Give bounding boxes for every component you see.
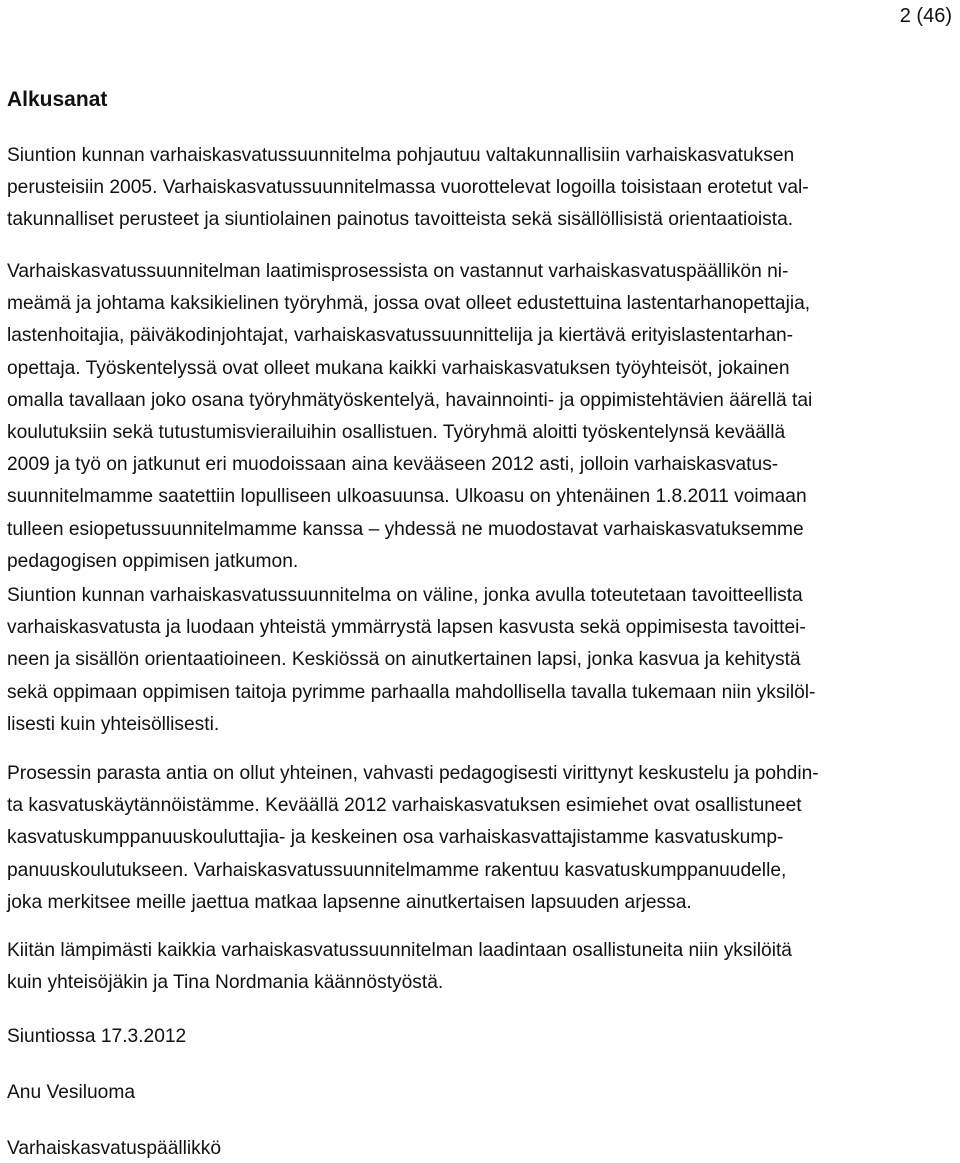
paragraph-line: suunnitelmamme saatettiin lopulliseen ulkoasuunsa. Ulkoasu on yhtenäinen 1.8.2011 voimaan (7, 486, 807, 508)
signature-place-date: Siuntiossa 17.3.2012 (7, 1026, 187, 1047)
paragraph-line: tulleen esiopetussuunnitelmamme kanssa – yhdessä ne muodostavat varhaiskasvatuksemme (7, 518, 804, 540)
paragraph-line: Varhaiskasvatussuunnitelman laatimisprosessista on vastannut varhaiskasvatuspäällikön ni- (7, 261, 789, 282)
paragraph-line: Prosessin parasta antia on ollut yhteinen, vahvasti pedagogisesti virittynyt keskustelu ja pohdin- (7, 763, 819, 784)
paragraph-line: varhaiskasvatusta ja luodaan yhteistä ymmärrystä lapsen kasvusta sekä oppimisesta tavoittei- (7, 617, 806, 639)
paragraph-line: takunnalliset perusteet ja siuntiolainen painotus tavoitteista sekä sisällöllisistä orientaatioista. (7, 209, 794, 231)
paragraph-outcome (7, 758, 959, 919)
paragraph-line: neen ja sisällön orientaatioineen. Keskiössä on ainutkertainen lapsi, jonka kasvua ja kehitystä (7, 649, 801, 671)
paragraph-line: Siuntion kunnan varhaiskasvatussuunnitelma on väline, jonka avulla toteutetaan tavoitteellista (7, 585, 803, 606)
paragraph-line: omalla tavallaan joko osana työryhmätyöskentelyä, havainnointi- ja oppimistehtävien äärellä tai (7, 389, 813, 411)
paragraph-line: 2009 ja työ on jatkunut eri muodoissaan aina kevääseen 2012 asti, jolloin varhaiskasvatus- (7, 454, 779, 476)
paragraph-line: koulutuksiin sekä tutustumisvierailuihin osallistuen. Työryhmä aloitti työskentelynsä keväällä (7, 422, 786, 444)
paragraph-tool (7, 580, 959, 741)
paragraph-line: ta kasvatuskäytännöistämme. Keväällä 2012 varhaiskasvatuksen esimiehet ovat osallistuneet (7, 795, 802, 817)
paragraph-line: kuin yhteisöjäkin ja Tina Nordmania käännöstyöstä. (7, 972, 444, 994)
paragraph-line: Siuntion kunnan varhaiskasvatussuunnitelma pohjautuu valtakunnallisiin varhaiskasvatuksen (7, 145, 795, 166)
paragraph-line: joka merkitsee meille jaettua matkaa lapsenne ainutkertaisen lapsuuden arjessa. (7, 891, 692, 913)
page-number: 2 (46) (899, 5, 952, 27)
paragraph-line: sekä oppimaan oppimisen taitoja pyrimme parhaalla mahdollisella tavalla tukemaan niin yksilöl- (7, 681, 816, 703)
paragraph-line: panuuskoulutukseen. Varhaiskasvatussuunnitelmamme rakentuu kasvatuskumppanuudelle, (7, 859, 787, 881)
section-heading: Alkusanat (7, 88, 108, 111)
paragraph-thanks (7, 935, 959, 999)
paragraph-line: lisesti kuin yhteisöllisesti. (7, 713, 220, 735)
paragraph-line: pedagogisen oppimisen jatkumon. (7, 550, 299, 572)
paragraph-line: meämä ja johtama kaksikielinen työryhmä, jossa ovat olleet edustettuina lastentarhanopettajia, (7, 293, 811, 315)
paragraph-process (7, 256, 959, 578)
paragraph-line: Kiitän lämpimästi kaikkia varhaiskasvatussuunnitelman laadintaan osallistuneita niin yksilöitä (7, 940, 792, 961)
paragraph-line: perusteisiin 2005. Varhaiskasvatussuunnitelmassa vuorottelevat logoilla toisistaan erotetut val- (7, 177, 809, 199)
paragraph-line: lastenhoitajia, päiväkodinjohtajat, varhaiskasvatussuunnittelija ja kiertävä erityislastentarhan- (7, 325, 794, 347)
paragraph-intro (7, 140, 959, 237)
paragraph-line: kasvatuskumppanuuskouluttajia- ja keskeinen osa varhaiskasvattajistamme kasvatuskump- (7, 827, 784, 849)
signature-name: Anu Vesiluoma (7, 1082, 135, 1103)
signature-title: Varhaiskasvatuspäällikkö (7, 1138, 222, 1159)
paragraph-line: opettaja. Työskentelyssä ovat olleet mukana kaikki varhaiskasvatuksen työyhteisöt, jokainen (7, 357, 790, 379)
